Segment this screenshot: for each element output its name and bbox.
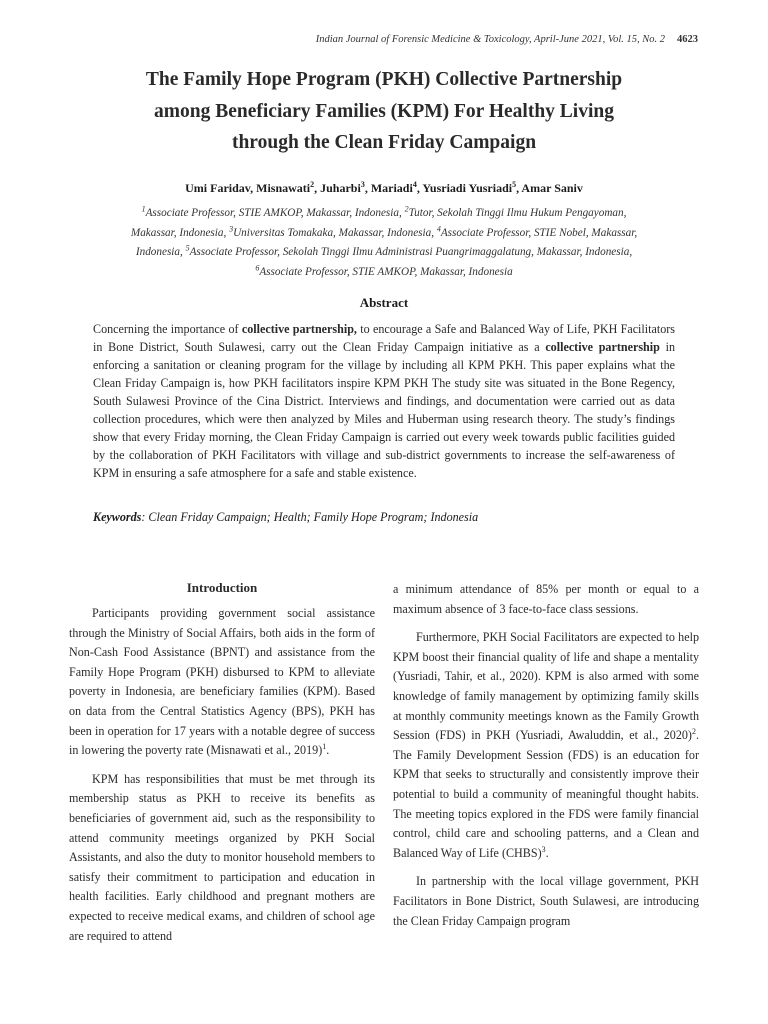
author-text: Umi Faridav, Misnawati [185,181,311,195]
affil-text: Makassar, Indonesia, [130,226,230,239]
affil-text: Associate Professor, STIE AMKOP, Makassar, Indonesia [259,266,513,279]
paragraph-text: Furthermore, PKH Social Facilitators are expected to help KPM boost their financial quality of life and shape a mentality (Yusriadi, Tahir, et al., 2020). KPM is also armed with some knowledge of family management by optimizing family skills at monthly community meetings known as the Family Growth Session (FDS) in PKH (Yusriadi, Awaluddin, et al., 2020) [393,630,699,743]
affil-text: Indonesia, [135,246,186,259]
affil-line [72,243,696,263]
keywords-text: : Clean Friday Campaign; Health; Family Hope Program; Indonesia [141,510,479,524]
paragraph-text: . [326,743,330,758]
author-text: , Juharbi [314,181,361,195]
paragraph: a minimum attendance of 85% per month or equal to a maximum absence of 3 face-to-face class sessions. [393,582,699,616]
affil-text: Associate Professor, Sekolah Tinggi Ilmu Administrasi Puangrimaggalatung, Makassar, Indonesia, [189,246,633,259]
running-header [316,34,698,45]
affil-sup: 6 [255,263,260,273]
right-column [393,580,699,940]
paragraph-text: Participants providing government social assistance through the Ministry of Social Affairs, both aids in the form of Non-Cash Food Assistance (BPNT) and assistance from the Family Hope Program (PKH) disbursed to KPM to alleviate poverty in Indonesia, are beneficiary families (KPM). Based on data from the Central Statistics Agency (BPS), PKH has been in operation for 17 years with a notable degree of success in lowering the poverty rate (Misnawati et al., 2019) [69,606,375,758]
author-sup: 2 [310,180,315,189]
paragraph: In partnership with the local village government, PKH Facilitators in Bone District, South Sulawesi, are introducing the Clean Friday Campaign program [393,874,699,928]
affil-sup: 1 [141,204,146,214]
title-line-1: The Family Hope Program (PKH) Collective Partnership [145,69,623,90]
title-line-3: through the Clean Friday Campaign [231,132,537,153]
left-column [69,578,375,955]
author-text: , Mariadi [364,181,413,195]
keywords-label: Keywords [93,510,142,524]
abstract-body [93,320,675,482]
author-text: , Yusriadi Yusriadi [416,181,513,195]
affil-text: Associate Professor, STIE AMKOP, Makassar, Indonesia, [145,207,405,219]
abstract-text: in enforcing a sanitation or cleaning program for the village by including all KPM PKH. This paper explains what the Clean Friday Campaign is, how PKH facilitators inspire KPM PKH The study site was situated in the Bone Regency, South Sulawesi Province of the Cina District. Interviews and findings, and documentation were carried out as data collection procedures, which were then analyzed by Miles and Huberman using research theory. The study’s findings show that every Friday morning, the Clean Friday Campaign is carried out every week towards public facilities guided by the collaboration of PKH Facilitators with village and sub-district governments to increase the self-awareness of KPM in ensuring a safe atmosphere for a safe and stable existence. [93,340,675,480]
paragraph [393,628,699,863]
introduction-heading: Introduction [186,580,258,595]
affil-line [72,224,696,244]
affil-sup: 5 [185,243,190,253]
affil-text: Universitas Tomakaka, Makassar, Indonesia, [233,226,437,239]
author-sup: 3 [360,180,365,189]
page-number: 4623 [677,34,698,45]
author-sup: 4 [412,180,417,189]
author-list [60,181,708,196]
author-text: , Amar Saniv [516,181,583,195]
citation-sup: 2 [691,727,696,737]
abstract-text: to encourage a Safe and Balanced Way of Life, PKH Facilitators in Bone District, South Sulawesi, carry out the Clean Friday Campaign initiative as a [93,322,676,354]
author-sup: 5 [512,180,517,189]
paragraph-text: . The Family Development Session (FDS) is an education for KPM that seeks to structurally and consistently improve their potential to build a community of meaningful thought habits. The meeting topics explored in the FDS were family financial control, child care and schooling patterns, and a Clean and Balanced Way of Life (CHBS) [393,728,699,860]
affil-text: Tutor, Sekolah Tinggi Ilmu Hukum Pengayoman, [408,207,627,219]
affil-sup: 4 [436,223,441,233]
abstract-heading: Abstract [359,295,409,310]
affil-sup: 3 [229,223,234,233]
citation-sup: 1 [322,742,327,752]
title-line-2: among Beneficiary Families (KPM) For Healthy Living [154,100,614,122]
paper-title [60,64,708,159]
abstract-bold: collective partnership, [241,322,357,336]
affil-sup: 2 [404,204,409,214]
affil-line [72,204,696,224]
abstract-text: Concerning the importance of [93,322,242,336]
paragraph [69,604,375,761]
journal-citation: Indian Journal of Forensic Medicine & Toxicology, April-June 2021, Vol. 15, No. 2 [315,34,665,45]
paragraph-text: . [545,845,549,860]
abstract-bold: collective partnership [545,340,660,354]
affil-text: Associate Professor, STIE Nobel, Makassar, [440,226,638,239]
affiliations [72,204,696,283]
citation-sup: 3 [541,844,546,854]
paragraph: KPM has responsibilities that must be met through its membership status as PKH to receive its benefits as beneficiaries of government aid, such as the responsibility to attend community meetings organized by PKH Social Assistants, and also the duty to monitor household members to satisfy their commitment to participation and education in health facilities. Early childhood and pregnant mothers are expected to receive medical exams, and children of school age are required to attend [69,771,375,943]
keywords [93,510,675,525]
affil-line [72,263,696,283]
